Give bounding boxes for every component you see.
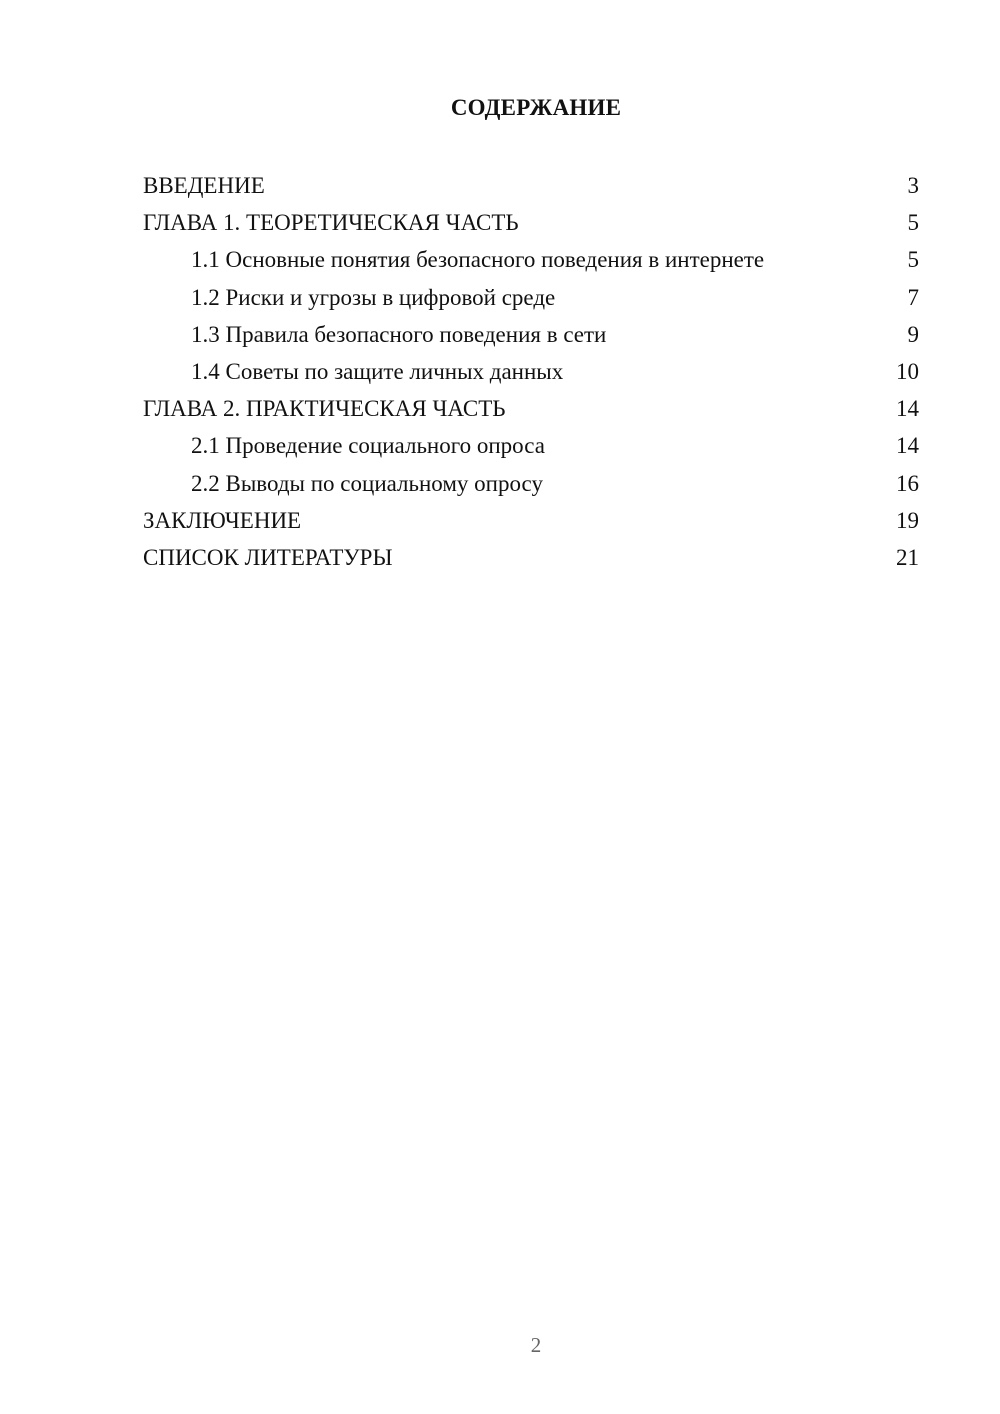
toc-entry-page: 5 xyxy=(907,247,919,273)
toc-entry-label: ГЛАВА 2. ПРАКТИЧЕСКАЯ ЧАСТЬ xyxy=(143,396,506,422)
toc-entry-section-2-1 xyxy=(143,427,919,464)
page-number: 2 xyxy=(530,1333,542,1357)
toc-entry-chapter-1 xyxy=(143,204,919,241)
toc-entry-page: 10 xyxy=(896,358,919,384)
table-of-contents xyxy=(143,167,919,576)
toc-entry-page: 7 xyxy=(907,284,919,310)
toc-entry-label: 1.4 Советы по защите личных данных xyxy=(191,358,564,384)
toc-entry-page: 5 xyxy=(907,210,919,236)
toc-entry-label: 1.1 Основные понятия безопасного поведения в интернете xyxy=(191,247,765,273)
toc-entry-introduction xyxy=(143,167,919,204)
toc-entry-label: ВВЕДЕНИЕ xyxy=(143,173,265,198)
toc-entry-conclusion xyxy=(143,502,919,539)
toc-entry-label: СПИСОК ЛИТЕРАТУРЫ xyxy=(143,544,393,570)
toc-entry-page: 14 xyxy=(896,433,919,459)
toc-entry-section-1-1 xyxy=(143,241,919,278)
toc-entry-page: 3 xyxy=(907,173,919,198)
toc-entry-chapter-2 xyxy=(143,390,919,427)
toc-entry-section-1-3 xyxy=(143,316,919,353)
toc-entry-section-2-2 xyxy=(143,465,919,502)
toc-entry-references xyxy=(143,539,919,576)
toc-entry-page: 21 xyxy=(896,544,919,570)
toc-entry-label: 2.2 Выводы по социальному опросу xyxy=(191,470,543,496)
toc-entry-label: 2.1 Проведение социального опроса xyxy=(191,433,545,459)
toc-entry-page: 19 xyxy=(896,507,919,533)
toc-entry-label: 1.2 Риски и угрозы в цифровой среде xyxy=(191,284,556,310)
toc-entry-page: 9 xyxy=(907,321,919,347)
toc-entry-section-1-2 xyxy=(143,279,919,316)
toc-title: СОДЕРЖАНИЕ xyxy=(450,95,622,120)
toc-entry-label: ГЛАВА 1. ТЕОРЕТИЧЕСКАЯ ЧАСТЬ xyxy=(143,210,519,236)
toc-entry-page: 14 xyxy=(896,396,919,422)
toc-entry-label: ЗАКЛЮЧЕНИЕ xyxy=(143,507,302,533)
toc-entry-label: 1.3 Правила безопасного поведения в сети xyxy=(191,321,607,347)
toc-entry-page: 16 xyxy=(896,470,919,496)
toc-entry-section-1-4 xyxy=(143,353,919,390)
